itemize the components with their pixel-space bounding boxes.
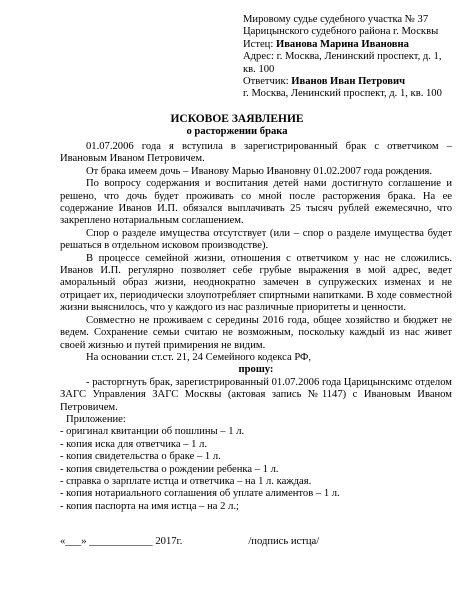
attachment-item: - копия свидетельства о браке – 1 л. [60, 451, 221, 463]
paragraph-property: Спор о разделе имущества отсутствует (или – спор о разделе имущества будет решаться в отдельном исковом производстве). [60, 227, 452, 252]
attachment-item: - справка о зарплате истца и ответчика – на 1 л. каждая. [60, 475, 312, 487]
signature-line: /подпись истца/ [248, 536, 320, 547]
paragraph-marriage: 01.07.2006 года я вступила в зарегистрированный брак с ответчиком – Ивановым Иваном Петровичем. [60, 141, 452, 165]
attachment-item: - копия паспорта на имя истца – на 2 л.; [60, 500, 239, 512]
defendant-name: Иванов Иван Петрович [291, 76, 406, 88]
attachment-item: - копия иска для ответчика – 1 л. [60, 438, 208, 450]
attachment-item: - копия нотариального соглашения об уплате алиментов – 1 л. [60, 488, 340, 500]
addressee-block [243, 14, 463, 101]
court-line: Мировому судье судебного участка № 37 [243, 14, 429, 25]
request-heading: прошу: [238, 364, 274, 376]
attachment-item: - копия свидетельства о рождении ребенка – 1 л. [60, 463, 279, 475]
plaintiff-name: Иванова Марина Ивановна [275, 38, 409, 50]
defendant-address: г. Москва, Ленинский проспект, д. 1, кв. 100 [243, 88, 442, 100]
attachments-heading: Приложение: [66, 413, 126, 425]
document-body [60, 141, 452, 513]
attachment-item: - оригинал квитанции об пошлины – 1 л. [60, 426, 245, 438]
paragraph-relations: В процессе семейной жизни, отношения с ответчиком у нас не сложились. Иванов И.П. регулярно позволяет себе грубые выражения в мой адрес, ведет аморальный образ жизни, неоднократно замечен в супружеских изменах и не отрицает их, периодически злоупотребляет спиртными напитками. В ходе совместной жизни выяснилось, что у каждого из нас различные приоритеты и ценности. [60, 252, 452, 314]
plaintiff-address-cont: кв. 100 [243, 63, 275, 75]
paragraph-separation: Совместно не проживаем с середины 2016 года, общее хозяйство и бюджет не ведем. Сохранение семьи считаю не возможным, поскольку каждый из нас живет своей жизнью и путей примирения не видим. [60, 314, 452, 351]
plaintiff-line [243, 39, 463, 51]
request-text: - расторгнуть брак, зарегистрированный 01.07.2006 года Царицынскимс отделом ЗАГС Управления ЗАГС Москвы (актовая запись №1147) с Ивановым Иваном Петровичем. [60, 376, 452, 413]
court-district-line: Царицынского судебного района г. Москвы [243, 26, 439, 38]
date-line: «___» ____________ 2017г. [60, 536, 183, 547]
paragraph-legal-basis: На основании ст.ст. 21, 24 Семейного кодекса РФ, [86, 351, 312, 363]
paragraph-child: От брака имеем дочь – Иванову Марью Ивановну 01.02.2007 года рождения. [86, 165, 433, 177]
plaintiff-label: Истец: [243, 38, 276, 50]
defendant-line [243, 76, 463, 88]
defendant-label: Ответчик: [243, 76, 292, 88]
plaintiff-address: Адрес: г. Москва, Ленинский проспект, д. 1, [243, 51, 442, 63]
signature-block [60, 536, 452, 548]
paragraph-custody: По вопросу содержания и воспитания детей нами достигнуто соглашение и решено, что дочь будет проживать со мной после расторжения брака. На ее содержание Иванов И.П. обязался выплачивать 25 тысяч рублей ежемесячно, что закреплено нотариальным соглашением. [60, 178, 452, 227]
document-subtitle: о расторжении брака [186, 126, 288, 137]
document-title: ИСКОВОЕ ЗАЯВЛЕНИЕ [170, 113, 304, 125]
